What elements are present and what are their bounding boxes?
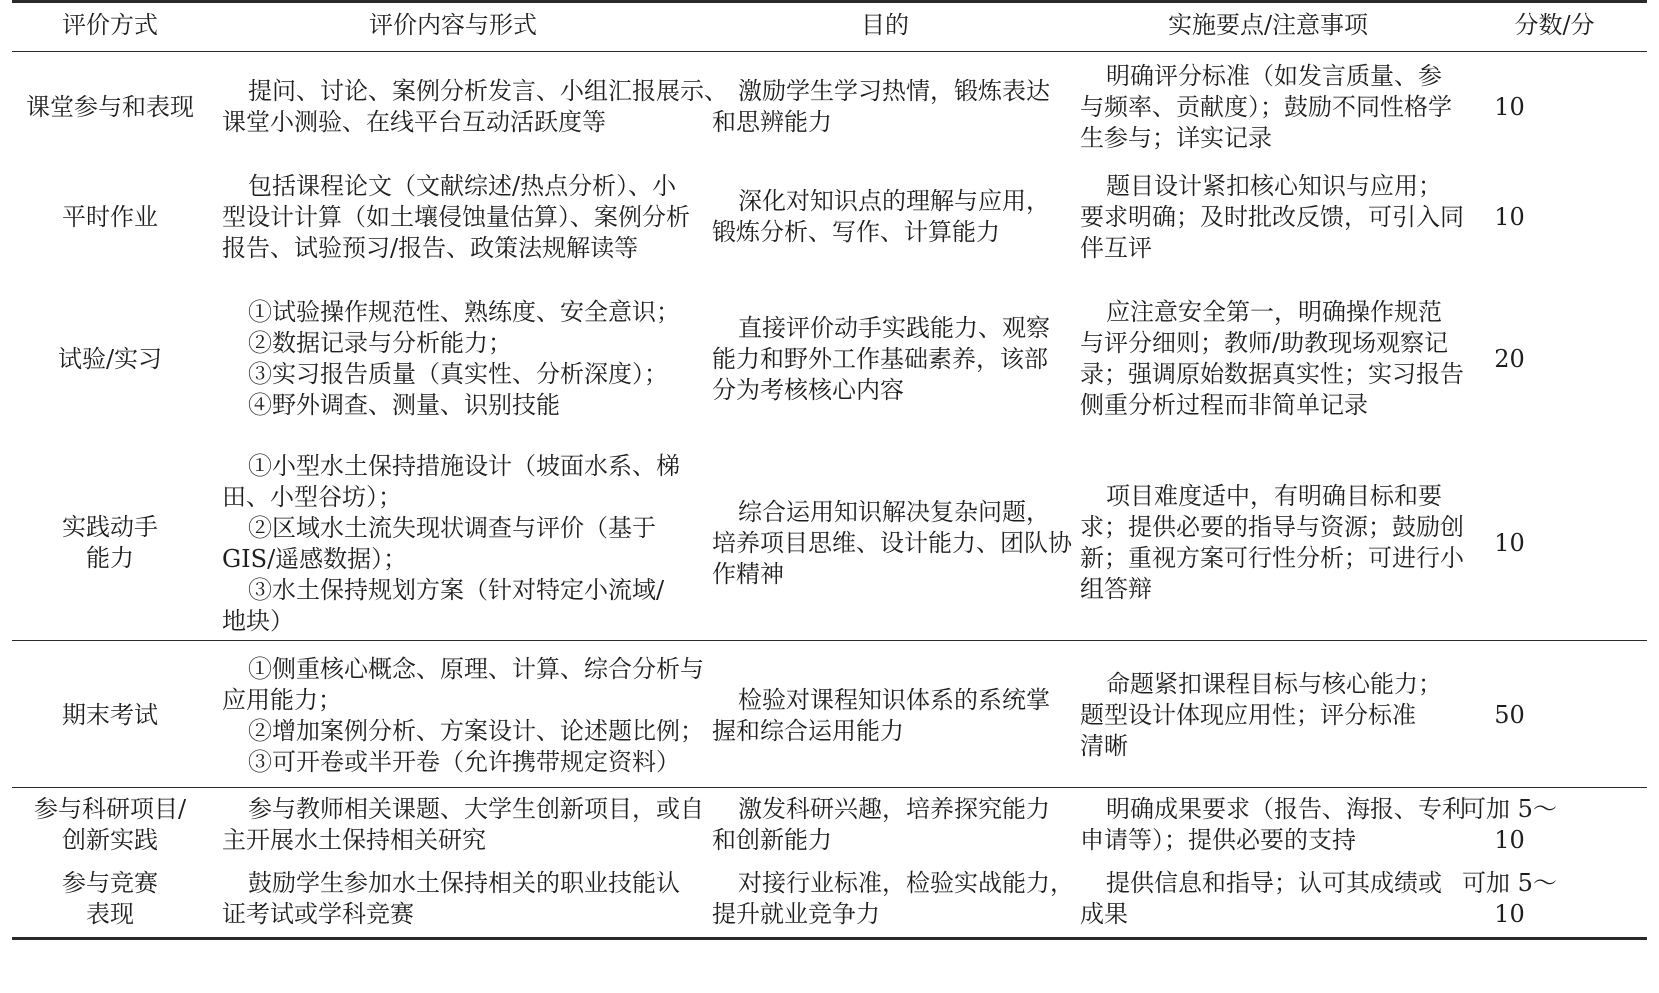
row-score [1462,202,1557,233]
points-line: 应注意安全第一，明确操作规范 [1106,298,1442,326]
row-points [1080,669,1442,762]
purpose-line: 对接行业标准，检验实战能力， [738,869,1074,897]
purpose-line: 作精神 [712,560,784,588]
purpose-line: 深化对知识点的理解与应用， [738,187,1050,215]
points-line: 提供信息和指导；认可其成绩或 [1106,869,1442,897]
row-content [222,868,680,930]
score-line: 10 [1494,529,1525,557]
content-line: 课堂小测验、在线平台互动活跃度等 [222,108,606,136]
row-method [12,344,208,375]
purpose-line: 激励学生学习热情，锻炼表达 [738,77,1050,105]
row-purpose [712,868,1074,930]
purpose-line: 和思辨能力 [712,108,832,136]
method-line: 期末考试 [62,701,158,729]
content-line: ①侧重核心概念、原理、计算、综合分析与 [248,655,704,683]
purpose-line: 激发科研兴趣，培养探究能力 [738,795,1050,823]
points-line: 求；提供必要的指导与资源；鼓励创 [1080,513,1464,541]
row-purpose [712,497,1072,590]
row-method [12,512,208,574]
score-line: 10 [1494,826,1525,854]
points-line: 组答辩 [1080,575,1152,603]
score-line: 10 [1494,203,1525,231]
purpose-line: 直接评价动手实践能力、观察 [738,314,1050,342]
score-line: 可加 5～ [1462,795,1557,823]
row-score [1462,344,1557,375]
method-line: 参与科研项目/ [33,795,187,823]
header-content: 评价内容与形式 [369,11,537,39]
content-line: ②数据记录与分析能力； [248,329,512,357]
method-line: 表现 [86,900,134,928]
purpose-line: 综合运用知识解决复杂问题， [738,498,1050,526]
content-line: 提问、讨论、案例分析发言、小组汇报展示、 [248,77,728,105]
row-method [12,868,208,930]
content-line: 地块） [222,607,294,635]
content-line: 应用能力； [222,686,342,714]
points-line: 项目难度适中，有明确目标和要 [1106,482,1442,510]
row-method [12,794,208,856]
content-line: 型设计计算（如土壤侵蚀量估算）、案例分析 [222,203,690,231]
purpose-line: 培养项目思维、设计能力、团队协 [712,529,1072,557]
row-score [1462,868,1557,930]
section-divider-rule-2 [12,787,1647,788]
points-line: 明确成果要求（报告、海报、专利 [1106,795,1466,823]
purpose-line: 提升就业竞争力 [712,900,880,928]
score-line: 10 [1494,93,1525,121]
points-line: 侧重分析过程而非简单记录 [1080,391,1368,419]
row-points [1080,868,1442,930]
content-line: ①试验操作规范性、熟练度、安全意识； [248,298,680,326]
row-points [1080,297,1464,421]
points-line: 明确评分标准（如发言质量、参 [1106,62,1442,90]
content-line: GIS/遥感数据）； [222,545,408,573]
points-line: 伴互评 [1080,234,1152,262]
row-purpose [712,186,1050,248]
score-line: 10 [1494,900,1525,928]
method-line: 试验/实习 [57,345,163,373]
purpose-line: 握和综合运用能力 [712,717,904,745]
header-score: 分数/分 [1514,11,1595,39]
score-line: 20 [1494,345,1525,373]
row-points [1080,61,1452,154]
purpose-line: 分为考核核心内容 [712,376,904,404]
header-bottom-rule [12,51,1647,52]
purpose-line: 检验对课程知识体系的系统掌 [738,686,1050,714]
table-bottom-rule [12,937,1647,940]
content-line: ①小型水土保持措施设计（坡面水系、梯 [248,452,680,480]
content-line: 报告、试验预习/报告、政策法规解读等 [222,234,639,262]
row-purpose [712,794,1050,856]
row-score [1462,528,1557,559]
method-line: 平时作业 [62,203,158,231]
purpose-line: 和创新能力 [712,826,832,854]
content-line: ②区域水土流失现状调查与评价（基于 [248,514,656,542]
content-line: 证考试或学科竞赛 [222,900,414,928]
points-line: 题目设计紧扣核心知识与应用； [1106,172,1442,200]
content-line: 参与教师相关课题、大学生创新项目，或自 [248,795,704,823]
row-purpose [712,313,1050,406]
points-line: 生参与；详实记录 [1080,124,1272,152]
purpose-line: 能力和野外工作基础素养，该部 [712,345,1048,373]
method-line: 创新实践 [62,826,158,854]
row-method [12,700,208,731]
content-line: ②增加案例分析、方案设计、论述题比例； [248,717,704,745]
points-line: 与评分细则；教师/助教现场观察记 [1080,329,1449,357]
points-line: 清晰 [1080,732,1128,760]
row-content [222,451,680,637]
row-score [1462,92,1557,123]
method-line: 能力 [86,544,134,572]
points-line: 录；强调原始数据真实性；实习报告 [1080,360,1464,388]
points-line: 命题紧扣课程目标与核心能力； [1106,670,1442,698]
row-purpose [712,685,1050,747]
row-points [1080,171,1464,264]
row-method [12,202,208,233]
row-content [222,76,728,138]
row-points [1080,794,1466,856]
points-line: 申请等）；提供必要的支持 [1080,826,1356,854]
table-top-rule [12,0,1647,3]
points-line: 成果 [1080,900,1128,928]
purpose-line: 锻炼分析、写作、计算能力 [712,218,1000,246]
content-line: ③水土保持规划方案（针对特定小流域/ [248,576,665,604]
row-method [12,92,208,123]
points-line: 题型设计体现应用性；评分标准 [1080,701,1416,729]
row-score [1462,794,1557,856]
points-line: 新；重视方案可行性分析；可进行小 [1080,544,1464,572]
row-content [222,794,704,856]
method-line: 参与竞赛 [62,869,158,897]
score-line: 50 [1494,701,1525,729]
points-line: 要求明确；及时批改反馈，可引入同 [1080,203,1464,231]
content-line: ③可开卷或半开卷（允许携带规定资料） [248,748,680,776]
content-line: ④野外调查、测量、识别技能 [248,391,560,419]
row-content [222,297,680,421]
section-divider-rule [12,640,1647,641]
header-method: 评价方式 [62,11,158,39]
content-line: 田、小型谷坊）； [222,483,402,511]
row-points [1080,481,1464,605]
content-line: 鼓励学生参加水土保持相关的职业技能认 [248,869,680,897]
row-content [222,654,704,778]
header-points: 实施要点/注意事项 [1167,11,1369,39]
points-line: 与频率、贡献度）；鼓励不同性格学 [1080,93,1452,121]
header-purpose: 目的 [861,11,909,39]
row-content [222,171,690,264]
row-score [1462,700,1557,731]
content-line: 包括课程论文（文献综述/热点分析）、小 [248,172,677,200]
row-purpose [712,76,1050,138]
content-line: 主开展水土保持相关研究 [222,826,486,854]
method-line: 课堂参与和表现 [26,93,194,121]
score-line: 可加 5～ [1462,869,1557,897]
method-line: 实践动手 [62,513,158,541]
content-line: ③实习报告质量（真实性、分析深度）； [248,360,668,388]
